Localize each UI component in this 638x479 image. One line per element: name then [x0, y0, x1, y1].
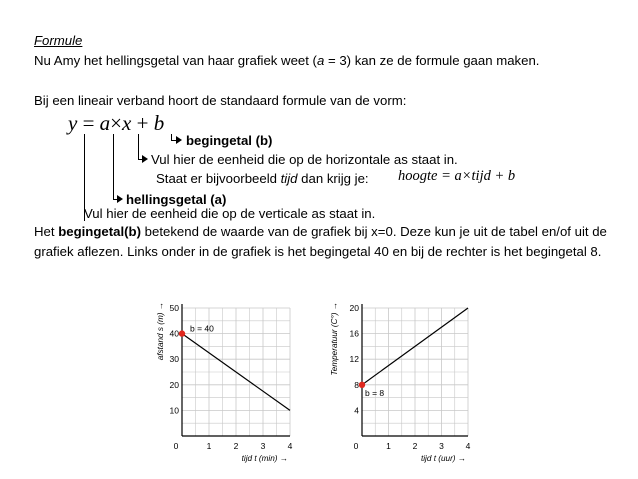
heading: Formule: [34, 33, 83, 48]
annotation-hellingsgetal: hellingsgetal (a): [126, 192, 227, 207]
intro-variable-a: a: [316, 53, 325, 68]
begingetal-paragraph: [34, 222, 614, 262]
y-tick-label: 16: [349, 328, 359, 339]
arrow-a-icon: [117, 195, 123, 203]
intro-sentence: [34, 52, 539, 69]
paragraph-part1: Het: [34, 224, 59, 239]
formula-x: x: [122, 111, 132, 135]
x-axis-label: tijd t (uur) →: [420, 454, 466, 463]
annotation-vertical-clipped: [84, 206, 504, 221]
y-axis-label: Temperatuur (C°) →: [330, 302, 339, 376]
standard-formula: [68, 111, 164, 136]
example-prefix: Staat er bijvoorbeeld: [156, 171, 281, 186]
x-tick-label: 3: [439, 441, 444, 451]
formula-equals: =: [77, 111, 100, 135]
connector-a-vertical: [113, 134, 114, 199]
begingetal-annotation: b = 40: [190, 323, 214, 334]
x-tick-label: 1: [206, 441, 212, 451]
connector-x-vertical: [138, 134, 139, 159]
x-tick-label: 0: [353, 441, 359, 451]
x-tick-label: 2: [233, 441, 239, 451]
x-tick-label: 2: [412, 441, 418, 451]
x-tick-label: 3: [260, 441, 266, 451]
y-tick-label: 8: [354, 379, 359, 390]
y-tick-label: 12: [349, 354, 359, 365]
annotation-vertical-text: Vul hier de eenheid die op de verticale as staat in.: [84, 206, 376, 221]
annotation-horizontal: Vul hier de eenheid die op de horizontale as staat in.: [151, 152, 458, 167]
y-tick-label: 40: [169, 328, 179, 339]
begingetal-point: [179, 330, 185, 336]
formula-b: b: [153, 111, 165, 135]
paragraph-bold: begingetal(b): [58, 224, 141, 239]
formula-plus: +: [131, 111, 154, 135]
begingetal-annotation: b = 8: [365, 387, 385, 398]
arrow-x-icon: [142, 155, 148, 163]
y-tick-label: 10: [169, 405, 179, 416]
x-tick-label: 1: [386, 441, 391, 451]
y-tick-label: 20: [349, 303, 359, 313]
y-tick-label: 20: [169, 379, 179, 390]
arrow-b-icon: [176, 136, 182, 144]
formula-y: y: [68, 111, 78, 135]
chart-temperatuur: [326, 296, 476, 463]
annotation-begingetal: begingetal (b): [186, 133, 273, 148]
y-tick-label: 4: [354, 405, 359, 416]
x-tick-label: 0: [173, 441, 179, 451]
formula-a: a: [99, 111, 111, 135]
intro-part1: Nu Amy het hellingsgetal van haar grafiek weet (: [34, 53, 317, 68]
chart-afstand: [150, 296, 315, 463]
paragraph-part2: betekend de waarde van de grafiek bij x=0. Deze kun je uit de tabel en/of uit de grafiek aflezen. Links onder in de grafiek is het begingetal 40 en bij de rechter is het begingetal 8.: [34, 224, 607, 259]
example-suffix: dan krijg je:: [297, 171, 369, 186]
y-tick-label: 30: [169, 354, 179, 365]
formula-times: ×: [110, 111, 123, 135]
example-formula: hoogte = a×tijd + b: [398, 168, 516, 184]
x-tick-label: 4: [465, 441, 471, 451]
y-tick-label: 50: [169, 303, 179, 313]
y-axis-label: afstand s (m) →: [156, 302, 165, 361]
intro-part2: = 3) kan ze de formule gaan maken.: [324, 53, 540, 68]
example-word: tijd: [280, 171, 298, 186]
standard-sentence: Bij een lineair verband hoort de standaard formule van de vorm:: [34, 93, 407, 108]
x-axis-label: tijd t (min) →: [241, 454, 288, 463]
annotation-example: [156, 170, 369, 187]
x-tick-label: 4: [287, 441, 293, 451]
